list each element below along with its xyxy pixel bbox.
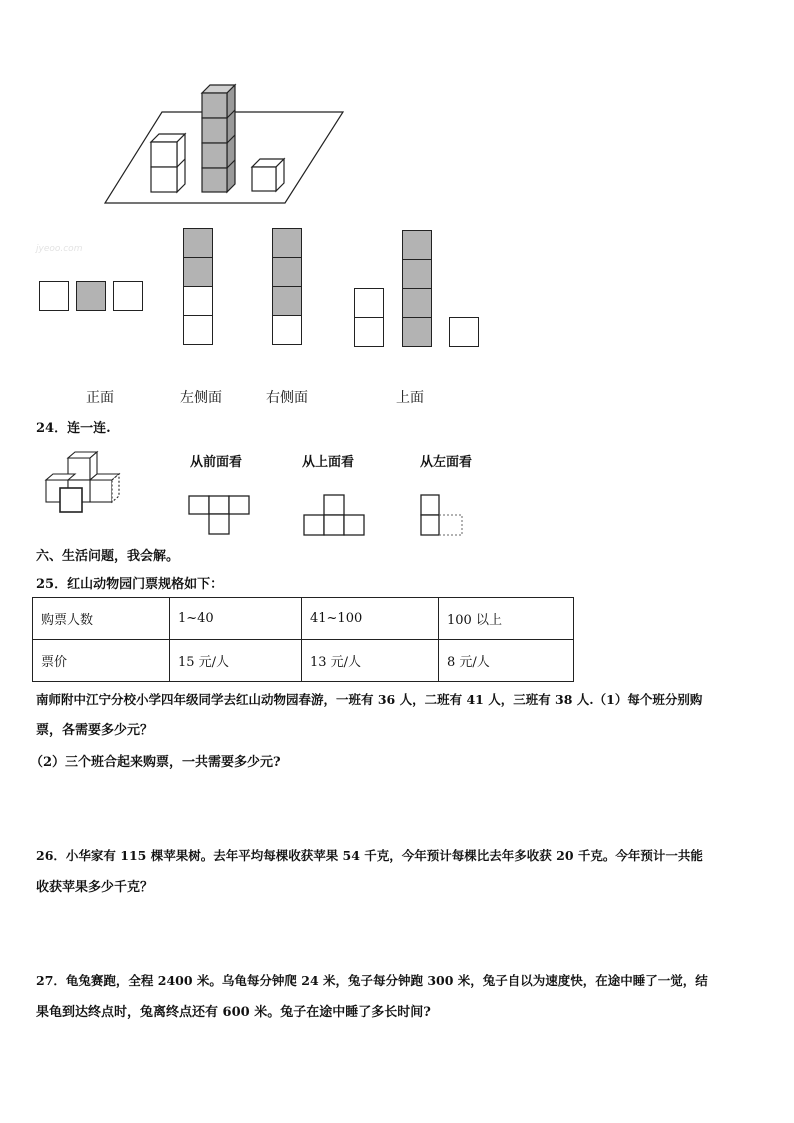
q25-intro: 25．红山动物园门票规格如下： <box>36 577 224 592</box>
q24-view-left-shape <box>420 493 466 537</box>
table-cell: 8 元/人 <box>439 640 574 682</box>
q27-line-2: 果龟到达终点时，兔离终点还有 600 米。兔子在途中睡了多长时间? <box>36 1005 431 1020</box>
q24-view-top-shape <box>303 493 369 537</box>
right-side-square-2 <box>272 257 302 287</box>
top-square-2 <box>354 317 384 347</box>
q24-solid-figure <box>40 448 140 520</box>
front-square-1 <box>39 281 69 311</box>
label-front: 正面 <box>86 390 114 406</box>
table-cell: 100 以上 <box>439 598 574 640</box>
table-cell: 15 元/人 <box>170 640 302 682</box>
q26-line-1: 26．小华家有 115 棵苹果树。去年平均每棵收获苹果 54 千克，今年预计每棵比去年多收获 20 千克。今年预计一共能 <box>36 848 703 863</box>
table-row <box>33 598 574 640</box>
top-square-3 <box>402 230 432 260</box>
table-cell: 1~40 <box>170 598 302 640</box>
table-cell: 票价 <box>33 640 170 682</box>
top-square-5 <box>402 288 432 318</box>
top-square-4 <box>402 259 432 289</box>
q24-view-title-left: 从左面看 <box>420 455 473 470</box>
table-cell: 购票人数 <box>33 598 170 640</box>
table-row <box>33 640 574 682</box>
top-square-1 <box>354 288 384 318</box>
q24-view-title-top: 从上面看 <box>302 455 355 470</box>
left-side-square-2 <box>183 257 213 287</box>
q25-line-1: 南师附中江宁分校小学四年级同学去红山动物园春游，一班有 36 人，二班有 41 人，三班有 38 人.（1）每个班分别购 <box>36 692 703 707</box>
q24-title: 24．连一连. <box>36 421 111 436</box>
q24-view-front-shape <box>188 494 254 538</box>
right-side-square-4 <box>272 315 302 345</box>
label-right-side: 右侧面 <box>266 390 308 406</box>
right-side-square-3 <box>272 286 302 316</box>
q26-line-2: 收获苹果多少千克？ <box>36 880 154 895</box>
left-side-square-3 <box>183 286 213 316</box>
front-square-3 <box>113 281 143 311</box>
front-square-2 <box>76 281 106 311</box>
right-side-square-1 <box>272 228 302 258</box>
q25-line-3: （2）三个班合起来购票，一共需要多少元? <box>30 755 281 770</box>
q27-line-1: 27．龟兔赛跑，全程 2400 米。乌龟每分钟爬 24 米，兔子每分钟跑 300 米，兔子自以为速度快，在途中睡了一觉，结 <box>36 973 708 988</box>
table-cell: 13 元/人 <box>302 640 439 682</box>
section-6-heading: 六、生活问题，我会解。 <box>36 549 180 564</box>
cube-stack-figure <box>100 80 350 210</box>
top-square-6 <box>402 317 432 347</box>
top-square-7 <box>449 317 479 347</box>
ticket-price-table <box>32 597 574 682</box>
left-side-square-4 <box>183 315 213 345</box>
label-top: 上面 <box>396 390 424 406</box>
label-left-side: 左侧面 <box>180 390 222 406</box>
q25-line-2: 票，各需要多少元？ <box>36 723 154 738</box>
watermark: jyeoo.com <box>36 244 83 254</box>
left-side-square-1 <box>183 228 213 258</box>
table-cell: 41~100 <box>302 598 439 640</box>
q24-view-title-front: 从前面看 <box>190 455 243 470</box>
